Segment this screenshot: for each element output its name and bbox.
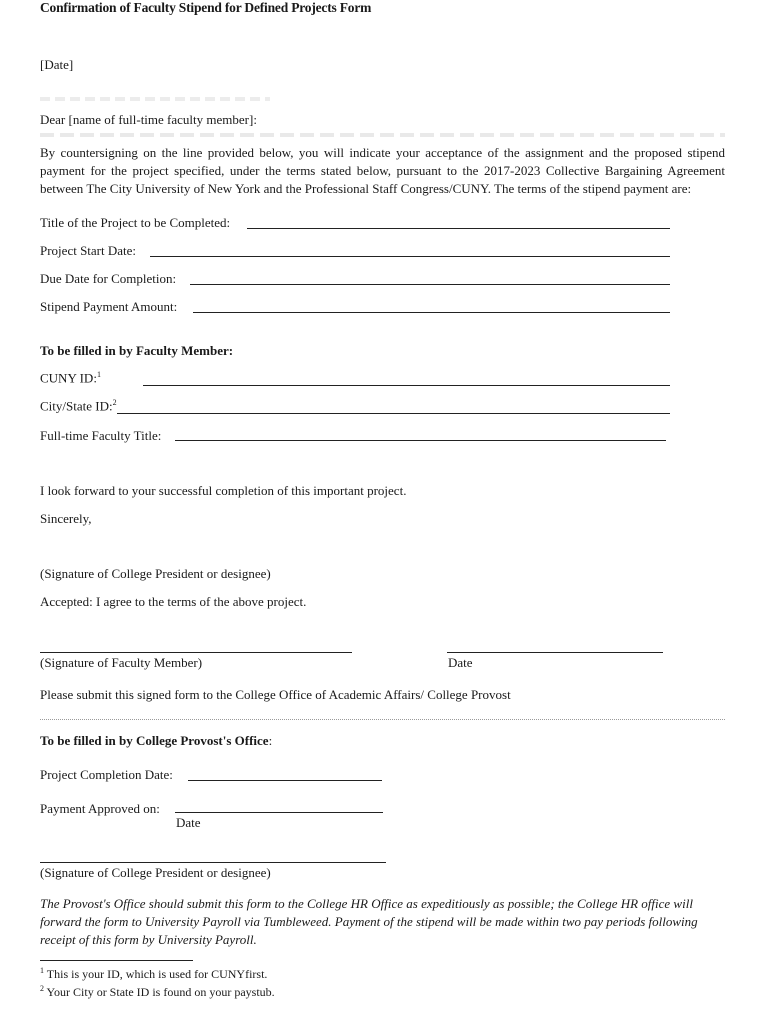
faculty-title-label: Full-time Faculty Title: [40, 428, 162, 443]
faculty-title-field[interactable] [175, 440, 666, 441]
faculty-section-heading: To be filled in by Faculty Member: [40, 343, 234, 358]
accepted-text: Accepted: I agree to the terms of the above project. [40, 594, 307, 609]
payment-approved-label: Payment Approved on: [40, 801, 160, 816]
due-date-label: Due Date for Completion: [40, 271, 177, 286]
provost-signature-line[interactable] [40, 862, 386, 863]
completion-date-label: Project Completion Date: [40, 767, 173, 782]
due-date-field[interactable] [190, 284, 670, 285]
date-placeholder: [Date] [40, 57, 74, 72]
completion-date-field[interactable] [188, 780, 382, 781]
payment-approved-field[interactable] [175, 812, 383, 813]
stipend-amount-label: Stipend Payment Amount: [40, 299, 178, 314]
provost-section-heading: To be filled in by College Provost's Office: [40, 733, 273, 748]
president-signature-caption: (Signature of College President or designee) [40, 566, 271, 581]
faded-text-artifact-2 [40, 133, 725, 137]
look-forward-text: I look forward to your successful completion of this important project. [40, 483, 407, 498]
footnote-2: $^2$ Your City or State ID is found on your paystub. [40, 984, 275, 999]
faculty-date-line[interactable] [447, 652, 663, 653]
project-start-date-label: Project Start Date: [40, 243, 137, 258]
salutation: Dear [name of full-time faculty member]: [40, 112, 257, 127]
provost-signature-caption: (Signature of College President or designee) [40, 865, 271, 880]
project-title-field[interactable] [247, 228, 670, 229]
city-state-id-field[interactable] [117, 413, 670, 414]
footnote-1: $^1$ This is your ID, which is used for CUNYfirst. [40, 966, 268, 981]
faculty-signature-caption: (Signature of Faculty Member) [40, 655, 203, 670]
faculty-signature-line[interactable] [40, 652, 352, 653]
intro-paragraph: By countersigning on the line provided below, you will indicate your acceptance of the assignment and the proposed stipend payment for the project specified, under the terms stated below, pursuant to the 2017-2023 Collective Bargaining Agreement between The City University of New York and the Professional Staff Congress/CUNY. The terms of the stipend payment are: [40, 145, 725, 196]
project-start-date-field[interactable] [150, 256, 670, 257]
project-title-label: Title of the Project to be Completed: [40, 215, 231, 230]
cuny-id-field[interactable] [143, 385, 670, 386]
faculty-date-caption: Date [448, 655, 473, 670]
payment-date-caption: Date [176, 815, 201, 830]
faded-text-artifact [40, 97, 270, 101]
form-title: Confirmation of Faculty Stipend for Defined Projects Form [40, 0, 372, 15]
stipend-amount-field[interactable] [193, 312, 670, 313]
submit-note: Please submit this signed form to the College Office of Academic Affairs/ College Provost [40, 687, 511, 702]
sincerely-text: Sincerely, [40, 511, 92, 526]
footnote-rule [40, 960, 193, 961]
provost-note: The Provost's Office should submit this form to the College HR Office as expeditiously as possible; the College HR office will forward the form to University Payroll via Tumbleweed. Payment of the stipend will be made within two pay periods following receipt of this form by University Payroll. [40, 896, 698, 947]
section-divider [40, 719, 725, 720]
cuny-id-label: CUNY ID:$^1$ [40, 370, 101, 386]
city-state-id-label: City/State ID:$^2$ [40, 398, 117, 414]
